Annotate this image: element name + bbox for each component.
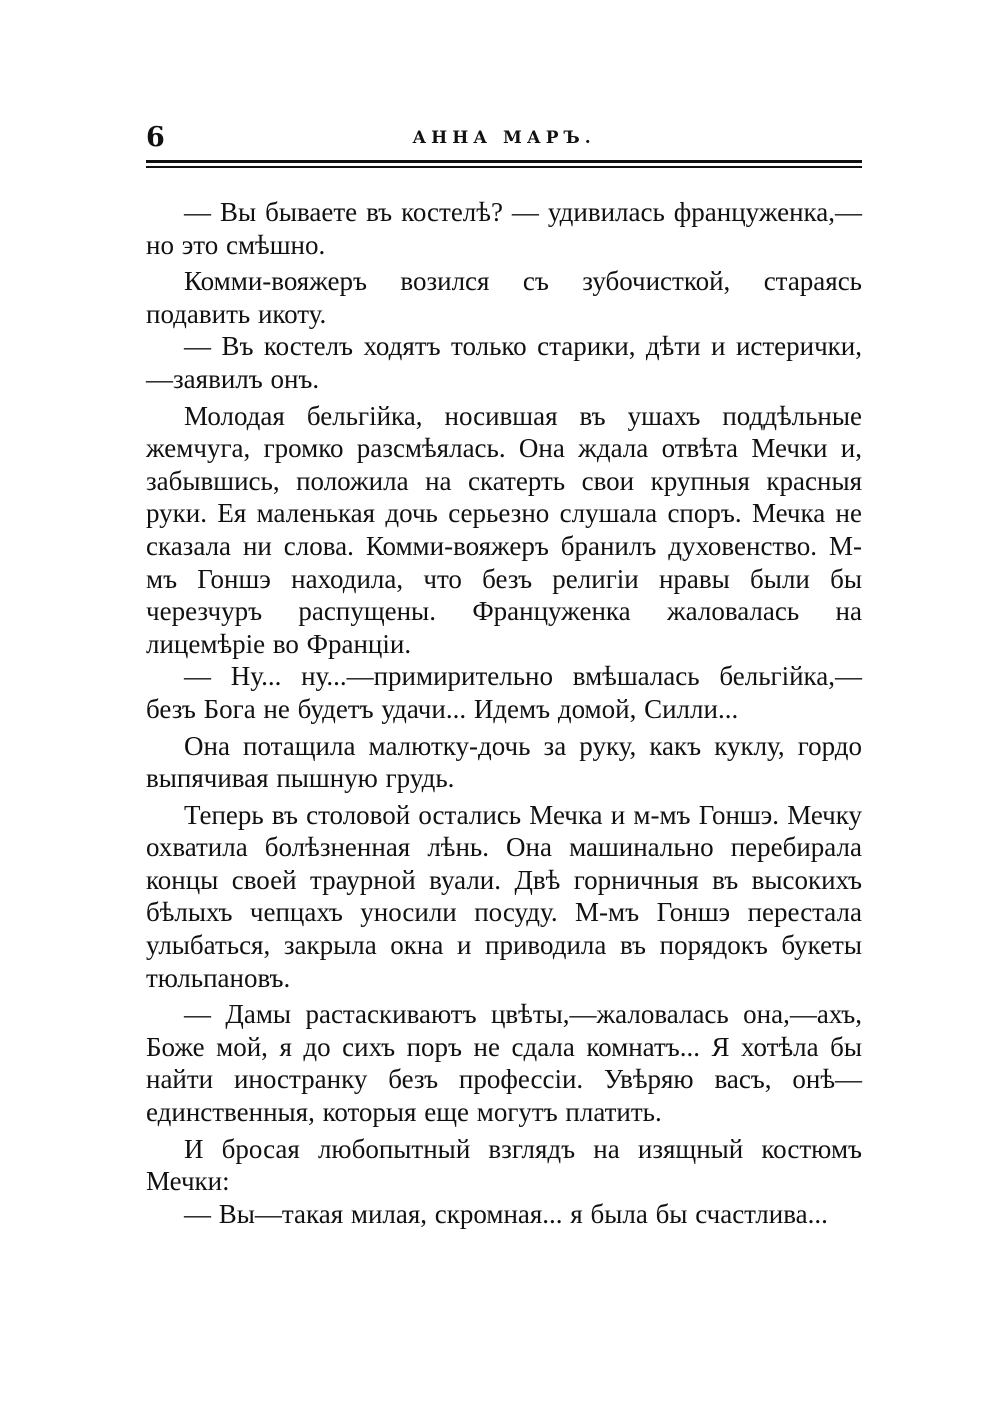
- paragraph: Она потащила малютку-дочь за руку, какъ куклу, гордо выпячивая пышную грудь.: [146, 730, 862, 794]
- paragraph: И бросая любопытный взглядъ на изящный костюмъ Мечки:: [146, 1133, 862, 1197]
- paragraph: — Дамы растаскиваютъ цвѣты,—жаловалась она,—ахъ, Боже мой, я до сихъ поръ не сдала комнатъ... Я хотѣла бы найти иностранку безъ профессіи. Увѣряю васъ, онѣ—единственныя, которыя еще могутъ платить.: [146, 999, 862, 1128]
- page-header: [146, 120, 862, 156]
- running-head: АННА МАРЪ.: [412, 128, 596, 148]
- paragraph: — Въ костелъ ходятъ только старики, дѣти и истерички,—заявилъ онъ.: [146, 331, 862, 394]
- paragraph: Молодая бельгійка, носившая въ ушахъ поддѣльные жемчуга, громко разсмѣялась. Она ждала отвѣта Мечки и, забывшись, положила на скатерть свои крупныя красныя руки. Ея маленькая дочь серьезно слушала споръ. Мечка не сказала ни слова. Комми-вояжеръ бранилъ духовенство. М-мъ Гоншэ находила, что безъ религіи нравы были бы черезчуръ распущены. Француженка жаловалась на лицемѣріе во Франціи.: [146, 400, 862, 659]
- header-rule-thin: [146, 166, 862, 168]
- paragraph: — Вы—такая милая, скромная... я была бы счастлива...: [184, 1198, 828, 1229]
- paragraph: — Вы бываете въ костелѣ? — удивилась француженка,—но это смѣшно.: [146, 197, 862, 260]
- body-text: [146, 196, 862, 1230]
- paragraph: Комми-вояжеръ возился съ зубочисткой, стараясь подавить икоту.: [146, 266, 862, 329]
- paragraph: — Ну... ну...—примирительно вмѣшалась бельгійка,—безъ Бога не будетъ удачи... Идемъ домой, Силли...: [146, 661, 862, 724]
- page-number: 6: [146, 122, 165, 153]
- paragraph: Теперь въ столовой остались Мечка и м-мъ Гоншэ. Мечку охватила болѣзненная лѣнь. Она машинально перебирала концы своей траурной вуали. Двѣ горничныя въ высокихъ бѣлыхъ чепцахъ уносили посуду. М-мъ Гоншэ перестала улыбаться, закрыла окна и приводила въ порядокъ букеты тюльпановъ.: [146, 799, 862, 993]
- header-rule-thick: [146, 160, 862, 163]
